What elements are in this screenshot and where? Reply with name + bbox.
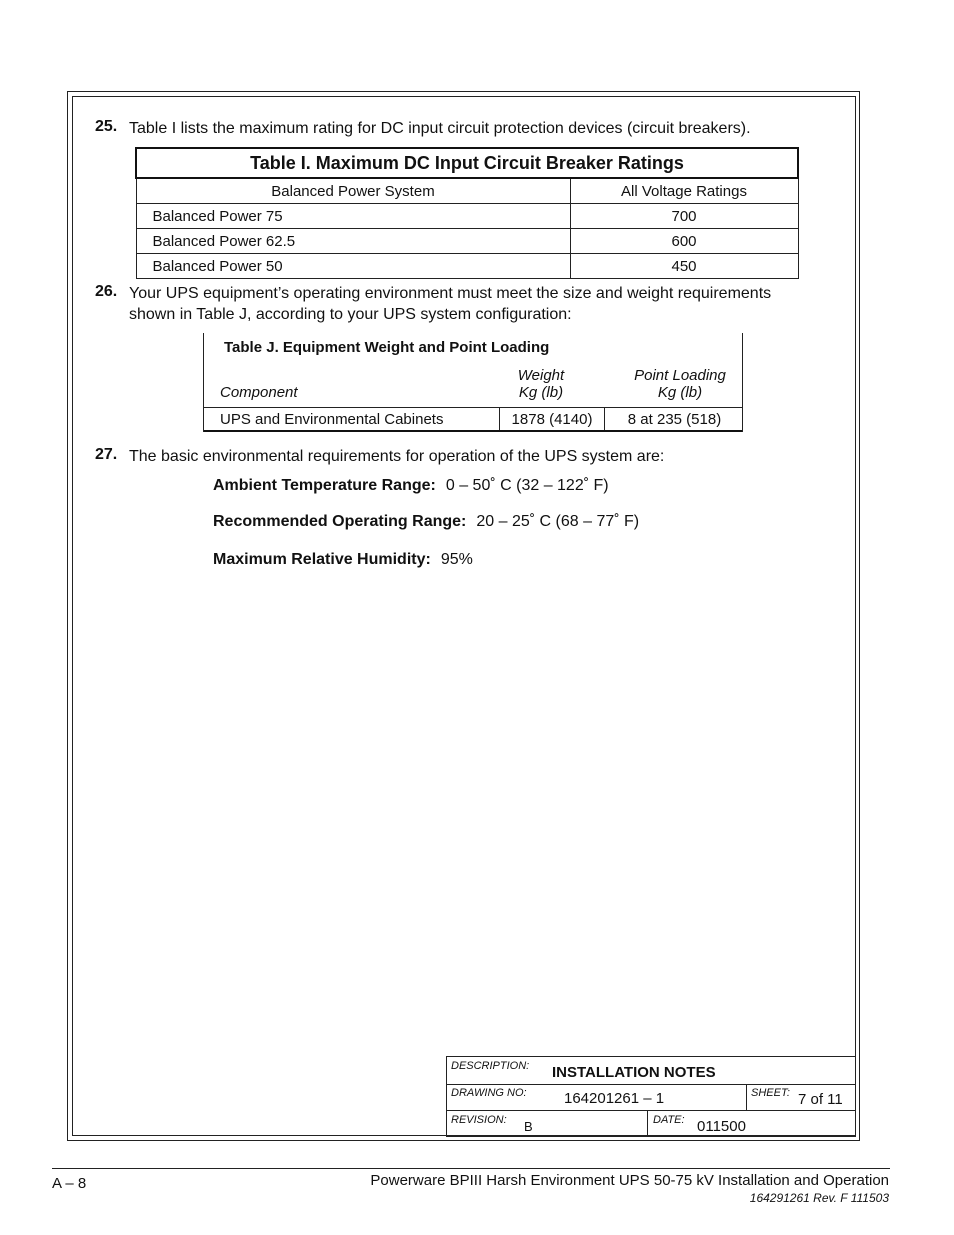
table-row [136,204,798,229]
table-row [136,229,798,254]
table-j-header-point-line2: Kg (lb) [657,384,703,401]
table-j-cell-component: UPS and Environmental Cabinets [220,411,444,428]
footer-doc-revision: 164291261 Rev. F 111503 [749,1191,889,1205]
env-humidity-value: 95% [440,551,473,568]
description-label: DESCRIPTION: [451,1060,530,1072]
table-j-header-point-line1: Point Loading [634,367,726,384]
table-i-header-system: Balanced Power System [136,178,570,204]
table-i-cell-system: Balanced Power 75 [136,204,570,229]
revision-label: REVISION: [451,1114,507,1126]
table-i-cell-system: Balanced Power 50 [136,254,570,279]
sheet-label: SHEET: [751,1087,790,1099]
env-recommended-range [213,513,639,531]
table-j-cell-weight: 1878 (4140) [511,411,593,428]
table-i [135,147,799,279]
table-i-cell-rating: 700 [570,204,798,229]
item-26-text-line2: shown in Table J, according to your UPS system configuration: [129,306,572,323]
table-j-title: Table J. Equipment Weight and Point Loading [224,339,550,356]
date-label: DATE: [653,1114,685,1126]
table-j-header-weight [491,367,591,401]
table-i-title: Table I. Maximum DC Input Circuit Breaker Ratings [136,148,798,178]
title-block-divider [447,1084,856,1085]
table-j-header-component: Component [220,384,298,401]
env-ambient-value: 0 – 50˚ C (32 – 122˚ F) [445,477,609,494]
footer-rule [52,1168,890,1169]
drawing-number-label: DRAWING NO: [451,1087,527,1099]
env-ambient-label: Ambient Temperature Range: [213,477,436,494]
title-block-divider [447,1110,856,1111]
table-j-header-weight-line1: Weight [517,367,565,384]
table-i-header-ratings: All Voltage Ratings [570,178,798,204]
drawing-number-value: 164201261 – 1 [564,1090,665,1107]
table-j-cell-point-loading: 8 at 235 (518) [627,411,722,428]
item-26-number: 26. [95,283,118,300]
env-humidity-label: Maximum Relative Humidity: [213,551,431,568]
table-j-bottom-rule [204,430,742,432]
table-j-divider [204,407,742,408]
item-25-text: Table I lists the maximum rating for DC input circuit protection devices (circuit breakers). [129,120,751,137]
item-25-number: 25. [95,118,118,135]
table-i-cell-system: Balanced Power 62.5 [136,229,570,254]
table-j-header-weight-line2: Kg (lb) [518,384,564,401]
item-27-text: The basic environmental requirements for operation of the UPS system are: [129,448,665,465]
table-i-cell-rating: 600 [570,229,798,254]
sheet-value: 7 of 11 [798,1091,843,1108]
env-recommended-value: 20 – 25˚ C (68 – 77˚ F) [476,513,640,530]
title-block-divider [746,1084,747,1110]
description-value: INSTALLATION NOTES [552,1064,716,1081]
env-recommended-label: Recommended Operating Range: [213,513,467,530]
title-block [446,1056,856,1137]
table-i-cell-rating: 450 [570,254,798,279]
title-block-divider [647,1110,648,1137]
footer-doc-title: Powerware BPIII Harsh Environment UPS 50-75 kV Installation and Operation [370,1172,889,1189]
table-row [136,254,798,279]
footer-page-number: A – 8 [52,1175,87,1192]
item-26-text-line1: Your UPS equipment’s operating environment must meet the size and weight requirements [129,285,772,302]
item-27-number: 27. [95,446,118,463]
date-value: 011500 [697,1118,746,1135]
table-j [203,333,743,432]
env-relative-humidity [213,551,473,569]
table-j-header-point-loading [624,367,736,401]
env-ambient-temperature [213,477,609,495]
revision-value: B [524,1119,533,1134]
